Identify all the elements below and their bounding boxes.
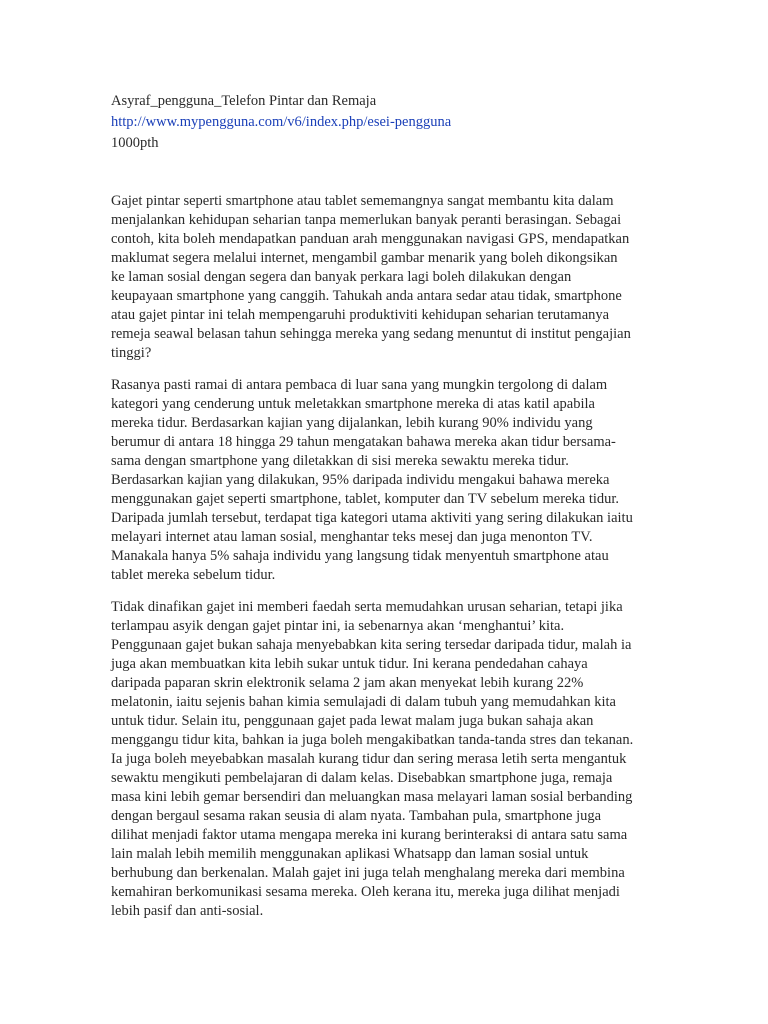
essay-paragraph — [111, 598, 671, 921]
paragraph-line: berhubung dan berkenalan. Malah gajet ini juga telah menghalang mereka dari membina — [111, 865, 625, 881]
paragraph-line: daripada paparan skrin elektronik selama 2 jam akan menyekat lebih kurang 22% — [111, 675, 584, 691]
source-link[interactable]: http://www.mypengguna.com/v6/index.php/esei-pengguna — [111, 114, 452, 130]
document-title: Asyraf_pengguna_Telefon Pintar dan Remaja — [111, 93, 377, 109]
points-label: 1000pth — [111, 135, 159, 151]
paragraph-line: dengan bergaul sesama rakan seusia di alam nyata. Tambahan pula, smartphone juga — [111, 808, 602, 824]
paragraph-line: contoh, kita boleh mendapatkan panduan arah menggunakan navigasi GPS, mendapatkan — [111, 231, 630, 247]
paragraph-line: kategori yang cenderung untuk meletakkan smartphone mereka di atas katil apabila — [111, 396, 595, 412]
paragraph-line: Rasanya pasti ramai di antara pembaca di luar sana yang mungkin tergolong di dalam — [111, 377, 608, 393]
paragraph-line: lebih pasif dan anti-sosial. — [111, 903, 264, 919]
essay-paragraph — [111, 376, 671, 585]
paragraph-line: melatonin, iaitu sejenis bahan kimia semulajadi di dalam tubuh yang memudahkan kita — [111, 694, 616, 710]
paragraph-line: tablet mereka sebelum tidur. — [111, 567, 276, 583]
paragraph-line: ke laman sosial dengan segera dan banyak perkara lagi boleh dilakukan dengan — [111, 269, 572, 285]
paragraph-line: melayari internet atau laman sosial, menghantar teks mesej dan juga menonton TV. — [111, 529, 593, 545]
paragraph-line: Gajet pintar seperti smartphone atau tablet sememangnya sangat membantu kita dalam — [111, 193, 614, 209]
paragraph-line: mereka tidur. Berdasarkan kajian yang dijalankan, lebih kurang 90% individu yang — [111, 415, 593, 431]
paragraph-line: menjalankan kehidupan seharian tanpa memerlukan banyak peranti berasingan. Sebagai — [111, 212, 622, 228]
paragraph-line: Daripada jumlah tersebut, terdapat tiga kategori utama aktiviti yang sering dilakukan iaitu — [111, 510, 633, 526]
paragraph-line: Tidak dinafikan gajet ini memberi faedah serta memudahkan urusan seharian, tetapi jika — [111, 599, 623, 615]
paragraph-line: kemahiran berkomunikasi sesama mereka. Oleh kerana itu, mereka juga dilihat menjadi — [111, 884, 620, 900]
paragraph-line: masa kini lebih gemar bersendiri dan meluangkan masa melayari laman sosial berbanding — [111, 789, 633, 805]
paragraph-line: menggangu tidur kita, bahkan ia juga boleh mengakibatkan tanda-tanda stres dan tekanan. — [111, 732, 634, 748]
essay-paragraph — [111, 192, 671, 363]
essay-body — [111, 192, 671, 921]
paragraph-line: Berdasarkan kajian yang dilakukan, 95% daripada individu mengakui bahawa mereka — [111, 472, 610, 488]
paragraph-line: Manakala hanya 5% sahaja individu yang langsung tidak menyentuh smartphone atau — [111, 548, 609, 564]
paragraph-line: dilihat menjadi faktor utama mengapa mereka ini kurang berinteraksi di antara satu sama — [111, 827, 628, 843]
paragraph-line: untuk tidur. Selain itu, penggunaan gajet pada lewat malam juga bukan sahaja akan — [111, 713, 594, 729]
paragraph-line: sama dengan smartphone yang diletakkan di sisi mereka sewaktu mereka tidur. — [111, 453, 569, 469]
paragraph-line: berumur di antara 18 hingga 29 tahun mengatakan bahawa mereka akan tidur bersama- — [111, 434, 616, 450]
source-link-line — [111, 112, 671, 133]
paragraph-line: maklumat segera melalui internet, mengambil gambar menarik yang boleh dikongsikan — [111, 250, 618, 266]
paragraph-line: remeja seawal belasan tahun sehingga mereka yang sedang menuntut di institut pengajian — [111, 326, 631, 342]
paragraph-line: Ia juga boleh meyebabkan masalah kurang tidur dan sering merasa letih serta mengantuk — [111, 751, 627, 767]
paragraph-line: keupayaan smartphone yang canggih. Tahukah anda antara sedar atau tidak, smartphone — [111, 288, 622, 304]
paragraph-line: menggunakan gajet seperti smartphone, tablet, komputer dan TV sebelum mereka tidur. — [111, 491, 620, 507]
paragraph-line: Penggunaan gajet bukan sahaja menyebabkan kita sering tersedar daripada tidur, malah ia — [111, 637, 632, 653]
paragraph-line: sewaktu mengikuti pembelajaran di dalam kelas. Disebabkan smartphone juga, remaja — [111, 770, 613, 786]
document-page — [111, 91, 671, 934]
paragraph-line: juga akan membuatkan kita lebih sukar untuk tidur. Ini kerana pendedahan cahaya — [111, 656, 588, 672]
paragraph-line: terlampau asyik dengan gajet pintar ini, ia sebenarnya akan ‘menghantui’ kita. — [111, 618, 565, 634]
paragraph-line: atau gajet pintar ini telah mempengaruhi produktiviti kehidupan seharian terutamanya — [111, 307, 610, 323]
paragraph-line: tinggi? — [111, 345, 152, 361]
paragraph-line: lain malah lebih memilih menggunakan aplikasi Whatsapp dan laman sosial untuk — [111, 846, 589, 862]
